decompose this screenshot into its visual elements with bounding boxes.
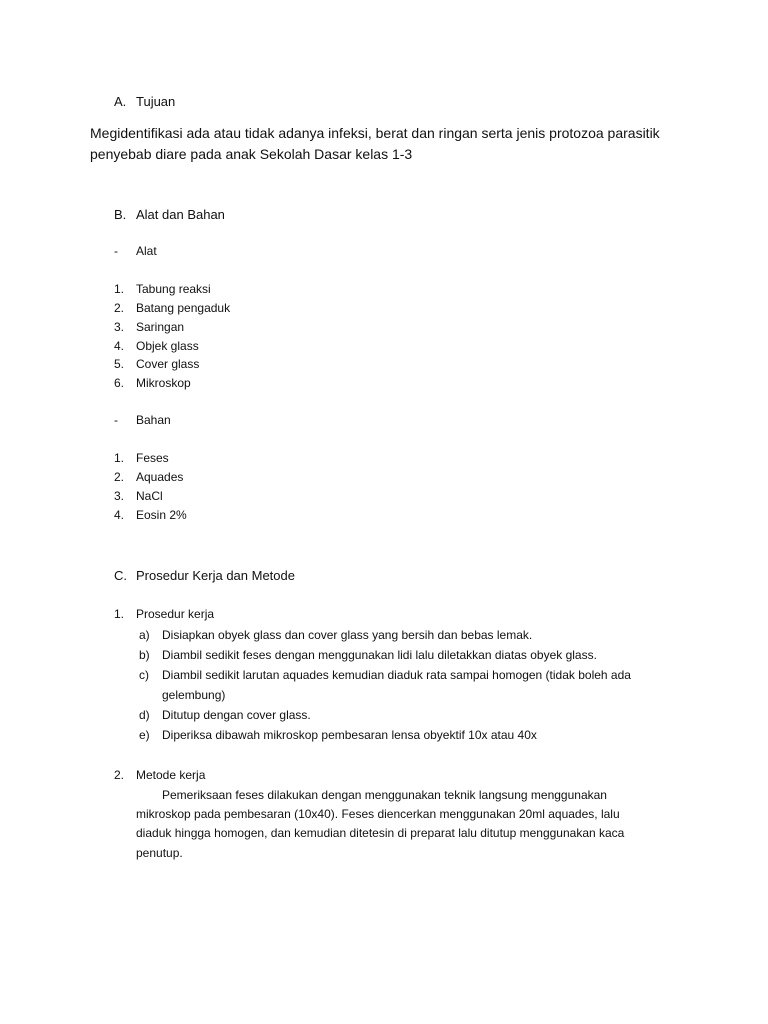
- alat-dash: -: [114, 244, 118, 258]
- alat-label: Alat: [136, 244, 157, 258]
- alat-item-num: 3.: [114, 320, 125, 334]
- section-a-paragraph-line2: penyebab diare pada anak Sekolah Dasar kelas 1-3: [90, 146, 413, 162]
- bahan-item-text: Feses: [136, 451, 169, 465]
- prosedur-step-letter: b): [139, 648, 150, 662]
- section-a-letter: A.: [114, 94, 127, 109]
- section-a-title: Tujuan: [136, 94, 176, 109]
- bahan-label: Bahan: [136, 413, 171, 427]
- metode-paragraph-line2: mikroskop pada pembesaran (10x40). Feses diencerkan menggunakan 20ml aquades, lalu: [136, 807, 620, 821]
- bahan-item-num: 3.: [114, 489, 125, 503]
- alat-item-text: Cover glass: [136, 357, 200, 371]
- alat-item-num: 6.: [114, 376, 125, 390]
- metode-num: 2.: [114, 768, 125, 782]
- prosedur-step-text: Ditutup dengan cover glass.: [162, 708, 311, 722]
- bahan-item-text: NaCl: [136, 489, 163, 503]
- alat-item-text: Tabung reaksi: [136, 282, 211, 296]
- bahan-item-num: 1.: [114, 451, 125, 465]
- section-a-paragraph-line1: Megidentifikasi ada atau tidak adanya infeksi, berat dan ringan serta jenis protozoa parasitik: [90, 125, 660, 141]
- bahan-item-num: 2.: [114, 470, 125, 484]
- prosedur-step-letter: e): [139, 728, 150, 742]
- prosedur-step-text: Diambil sedikit feses dengan menggunakan lidi lalu diletakkan diatas obyek glass.: [162, 648, 597, 662]
- prosedur-label: Prosedur kerja: [136, 607, 215, 621]
- alat-item-num: 4.: [114, 339, 125, 353]
- alat-item-num: 5.: [114, 357, 125, 371]
- prosedur-step-letter: d): [139, 708, 150, 722]
- prosedur-step-text: Disiapkan obyek glass dan cover glass yang bersih dan bebas lemak.: [162, 628, 533, 642]
- section-b-letter: B.: [114, 207, 127, 222]
- metode-paragraph-line1: Pemeriksaan feses dilakukan dengan menggunakan teknik langsung menggunakan: [162, 788, 607, 802]
- prosedur-step-text-continued: gelembung): [162, 688, 226, 702]
- bahan-item-text: Aquades: [136, 470, 184, 484]
- prosedur-step-text: Diperiksa dibawah mikroskop pembesaran lensa obyektif 10x atau 40x: [162, 728, 537, 742]
- metode-paragraph-line3: diaduk hingga homogen, dan kemudian ditetesin di preparat lalu ditutup menggunakan kaca: [136, 826, 625, 840]
- alat-item-text: Batang pengaduk: [136, 301, 231, 315]
- metode-label: Metode kerja: [136, 768, 206, 782]
- prosedur-step-letter: a): [139, 628, 150, 642]
- prosedur-num: 1.: [114, 607, 125, 621]
- alat-item-text: Mikroskop: [136, 376, 191, 390]
- prosedur-step-letter: c): [139, 668, 149, 682]
- metode-paragraph-line4: penutup.: [136, 846, 183, 860]
- alat-item-text: Saringan: [136, 320, 185, 334]
- section-c-title: Prosedur Kerja dan Metode: [136, 568, 295, 583]
- bahan-item-num: 4.: [114, 508, 125, 522]
- alat-item-num: 2.: [114, 301, 125, 315]
- alat-item-text: Objek glass: [136, 339, 199, 353]
- bahan-item-text: Eosin 2%: [136, 508, 187, 522]
- section-b-title: Alat dan Bahan: [136, 207, 225, 222]
- prosedur-step-text: Diambil sedikit larutan aquades kemudian diaduk rata sampai homogen (tidak boleh ada: [162, 668, 631, 682]
- bahan-dash: -: [114, 413, 118, 427]
- section-c-letter: C.: [114, 568, 127, 583]
- alat-item-num: 1.: [114, 282, 125, 296]
